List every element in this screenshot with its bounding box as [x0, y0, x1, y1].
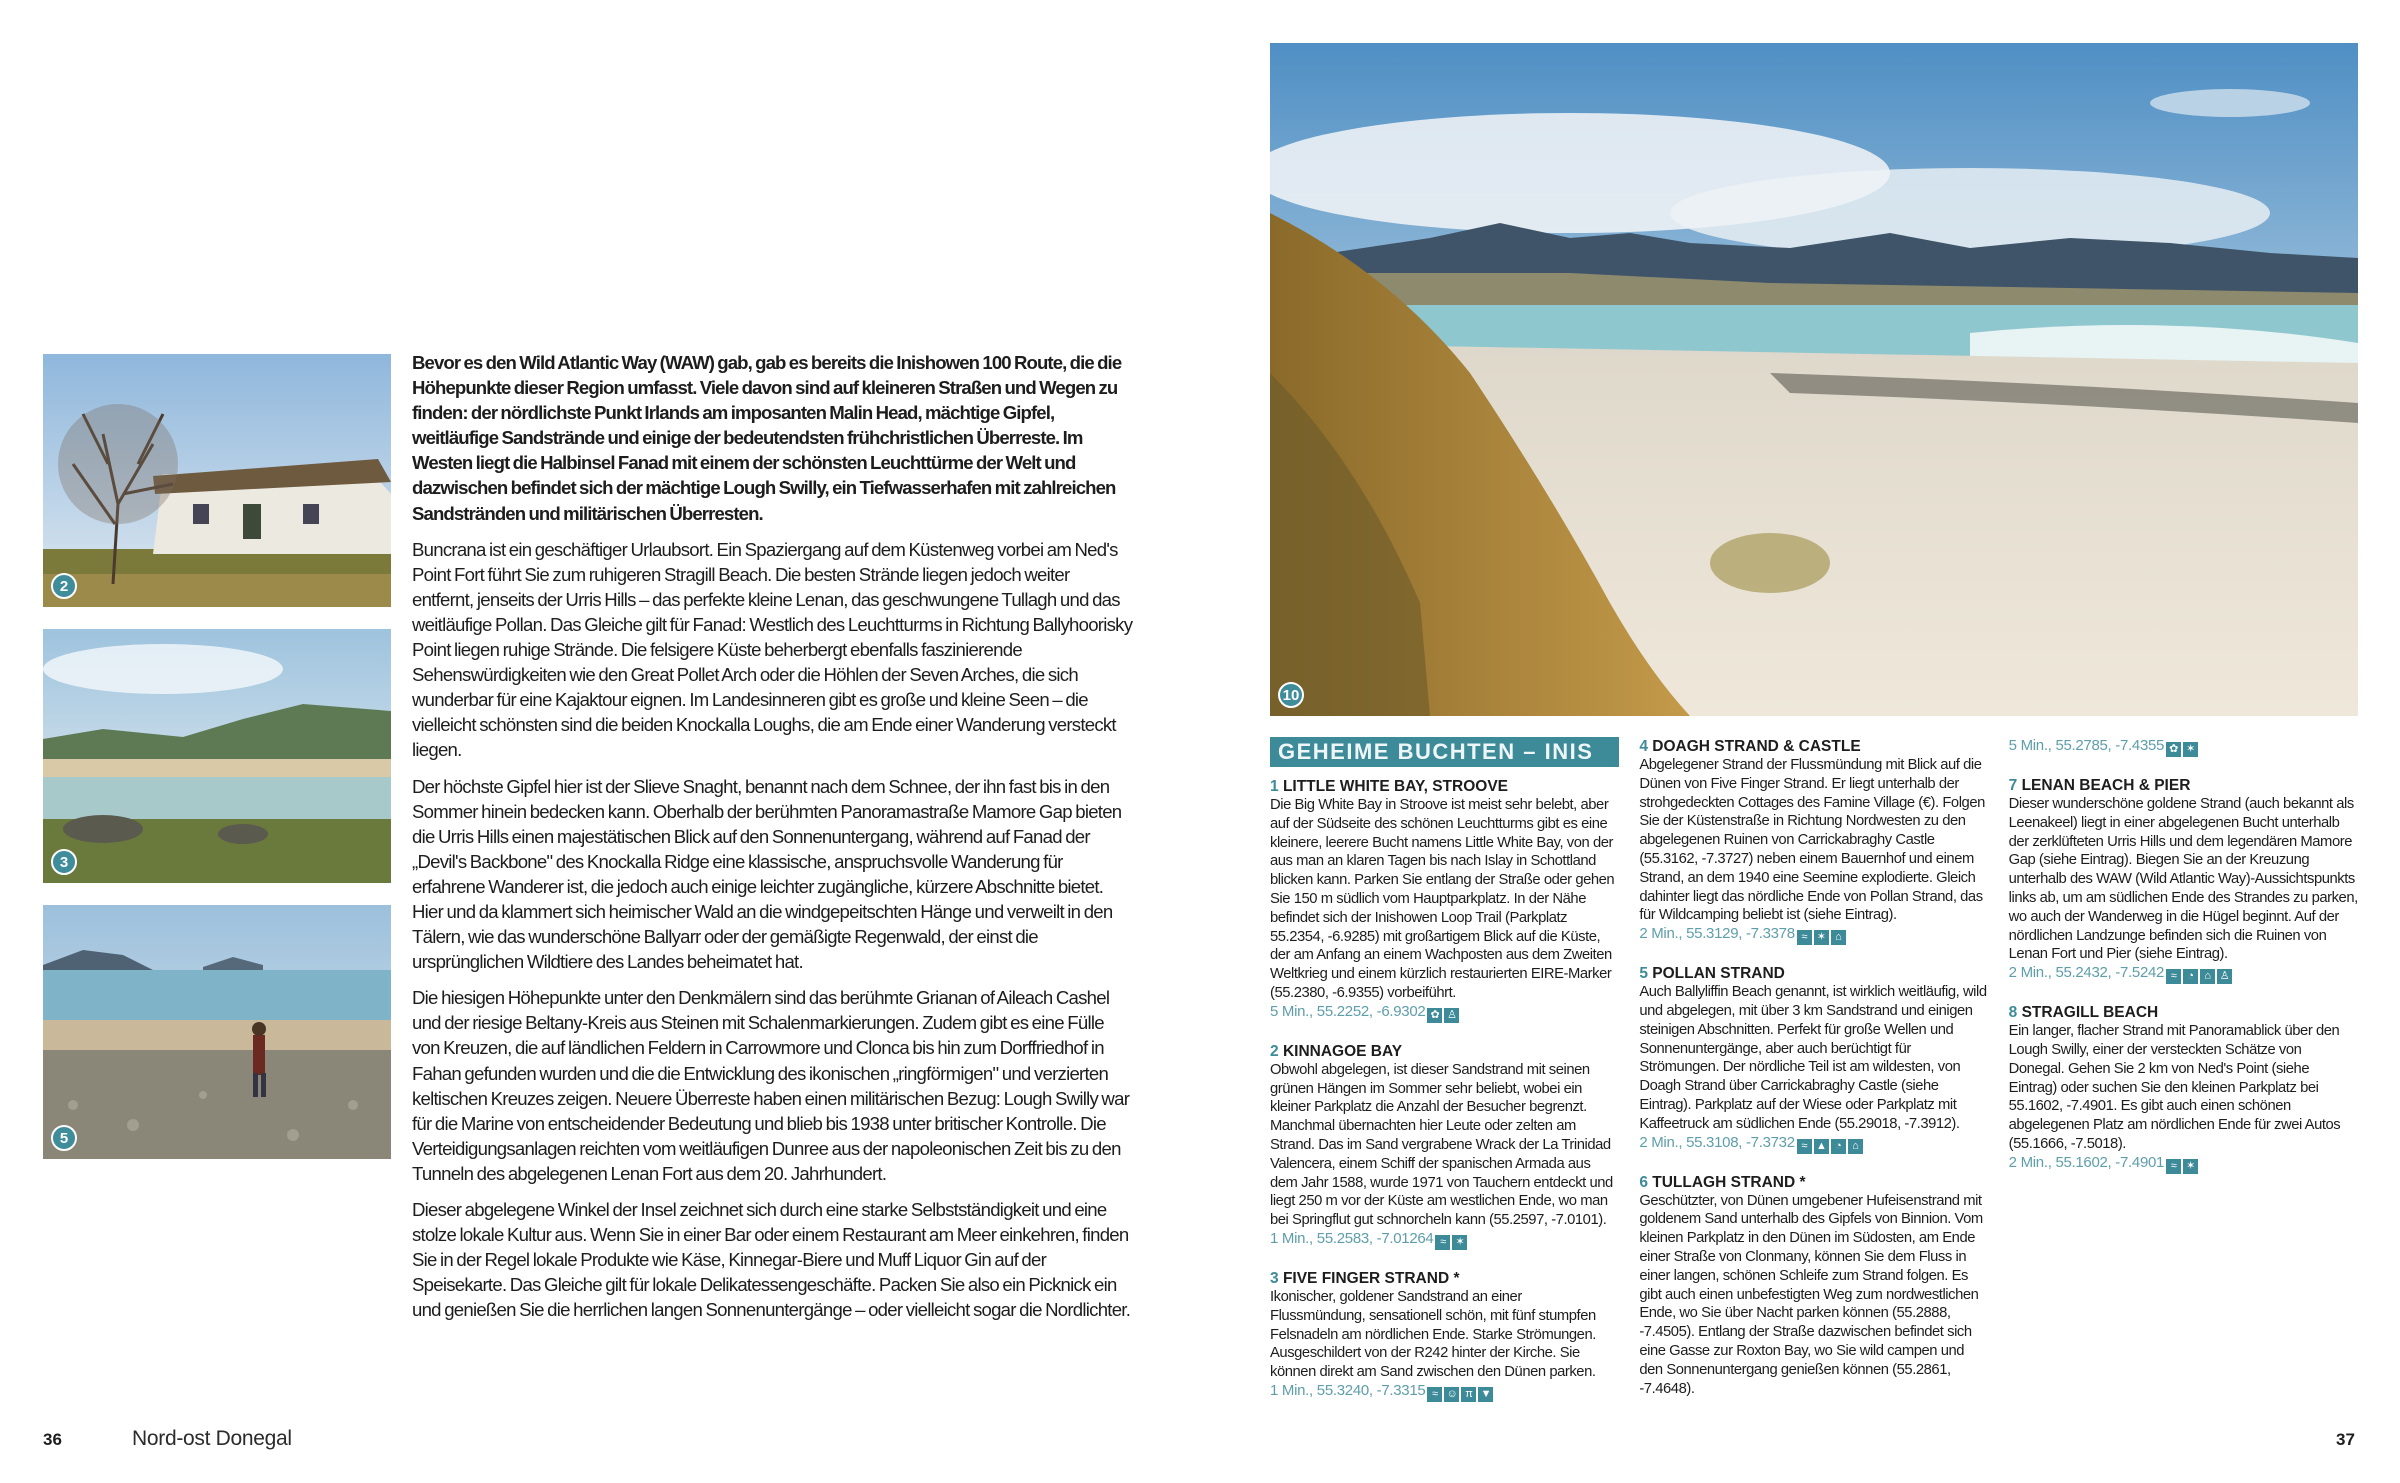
entry-coordinates: 1 Min., 55.3240, -7.3315 — [1270, 1381, 1426, 1399]
entry-meta — [2009, 964, 2358, 984]
entry-number: 2 — [1270, 1042, 1279, 1060]
entry-title — [1270, 777, 1619, 796]
entry-title — [1639, 1173, 1988, 1192]
listing-entry — [1270, 777, 1619, 1023]
entry-title-text: POLLAN STRAND — [1652, 965, 1785, 983]
swimming-icon: ≈ — [1427, 1387, 1442, 1402]
listing-entry — [2009, 776, 2358, 984]
intro-paragraph: Bevor es den Wild Atlantic Way (WAW) gab, gab es bereits die Inishowen 100 Route, die die Höhepunkte dieser Region umfasst. Viele davon sind auf kleineren Straßen und Wegen zu finden: der nördlichste Punkt Irlands am imposanten Malin Head, mächtige Gipfel, weitläufige Sandstrände und einige der bedeutendsten frühchristlichen Überreste. Im Westen liegt die Halbinsel Fanad mit einem der schönsten Leuchttürme der Welt und dazwischen befindet sich der mächtige Lough Swilly, ein Tiefwasserhafen mit zahlreichen Sandstränden und militärischen Überresten. — [412, 352, 1122, 524]
photo-badge: 5 — [51, 1125, 77, 1151]
listing-entry — [1639, 964, 1988, 1153]
entry-title — [2009, 776, 2358, 795]
entry-coordinates: 2 Min., 55.3129, -7.3378 — [1639, 925, 1795, 943]
entry-number: 5 — [1639, 965, 1648, 983]
photo-coast-hills — [43, 629, 391, 883]
entry-number: 3 — [1270, 1269, 1279, 1287]
picnic-icon: π — [1461, 1387, 1476, 1402]
entry-meta — [1270, 1003, 1619, 1023]
entry-coordinates: 5 Min., 55.2252, -6.9302 — [1270, 1002, 1426, 1020]
stars-icon: ✶ — [2183, 742, 2198, 757]
entry-meta — [2009, 737, 2358, 757]
listing-entry — [1639, 737, 1988, 945]
entry-title-text: KINNAGOE BAY — [1282, 1042, 1403, 1060]
left-page-body — [412, 350, 1134, 1333]
entry-title — [2009, 1003, 2358, 1022]
mountain-icon: ▲ — [1814, 1139, 1829, 1154]
body-paragraph: Die hiesigen Höhepunkte unter den Denkmälern sind das berühmte Grianan of Aileach Cashel und der riesige Beltany-Kreis aus Steinen mit Schalenmarkierungen. Zudem gibt es eine Fülle von Kreuzen, die auf ländlichen Feldern in Carrowmore und Clonca bis hin zum Dorffriedhof in Fahan gefunden wurden und die die Entwicklung des ikonischen „ringförmigen" und verzierten keltischen Kreuzes zeigen. Neuere Überreste haben einen militärischen Bezug: Lough Swilly war für die Marine von entscheidender Bedeutung und blieb bis 1938 unter britischer Kontrolle. Die Verteidigungsanlagen reichten vom weitläufigen Dunree aus der napoleonischen Zeit bis zu den Tunneln des abgelegenen Lenan Fort aus dem 20. Jahrhundert. — [412, 987, 1130, 1184]
entry-coordinates: 5 Min., 55.2785, -7.4355 — [2008, 737, 2165, 754]
entry-number: 8 — [2008, 1004, 2018, 1022]
entry-title-text: STRAGILL BEACH — [2021, 1004, 2159, 1022]
entry-coordinates: 2 Min., 55.3108, -7.3732 — [1639, 1133, 1795, 1151]
entry-meta — [2009, 1154, 2358, 1174]
entry-title-text: DOAGH STRAND & CASTLE — [1652, 738, 1861, 755]
surf-icon: ◔ — [2183, 969, 2198, 984]
entry-text: Geschützter, von Dünen umgebener Hufeisenstrand mit goldenem Sand unterhalb des Gipfels von Binnion. Vom kleinen Parkplatz in den Dünen im Südosten, am Ende einer Straße von Clonmany, können Sie dem Fluss in einer langen, schönen Schleife zum Strand folgen. Es gibt auch einen unbefestigten Weg zum nordwestlichen Ende, wo Sie über Nacht parken können (55.2888, -7.4505). Entlang der Straße dazwischen befindet sich eine Gasse zur Roxton Bay, wo Sie wild campen und den Sonnenuntergang genießen können (55.2861, -7.4648). — [1639, 1192, 1983, 1397]
entry-coordinates: 1 Min., 55.2583, -7.01264 — [1270, 1229, 1434, 1247]
stars-icon: ✶ — [2183, 1159, 2198, 1174]
entry-text: Obwohl abgelegen, ist dieser Sandstrand mit seinen grünen Hängen im Sommer sehr beliebt, wobei ein kleiner Parkplatz die Anzahl der Besucher begrenzt. Manchmal übernachten hier Leute oder zelten am Strand. Das im Sand vergrabene Wrack der La Trinidad Valencera, einem Schiff der spanischen Armada aus dem Jahr 1588, wurde 1971 von Tauchern entdeckt und liegt 250 m vor der Küste am westlichen Ende, wo man bei Springflut gut schnorcheln kann (55.2597, -7.0101). — [1270, 1061, 1613, 1229]
section-title: GEHEIME BUCHTEN – INIS — [1270, 737, 1619, 767]
swimming-icon: ≈ — [1797, 930, 1812, 945]
entry-meta — [1639, 925, 1988, 945]
listing-entry — [1270, 1269, 1619, 1402]
surf-icon: ◔ — [1831, 1139, 1846, 1154]
entry-text: Die Big White Bay in Stroove ist meist sehr belebt, aber auf der Südseite des schönen Leuchtturms gibt es eine kleinere, leerere Bucht namens Little White Bay, von der aus man an klaren Tagen bis nach Islay in Schottland blicken kann. Parken Sie entlang der Straße oder gehen Sie 150 m südlich vom Hauptparkplatz. In der Nähe befindet sich der Inishowen Loop Trail (Parkplatz 55.2354, -6.9285) mit großartigem Blick auf die Küste, der am Anfang an einem Wachposten aus dem Zweiten Weltkrieg und einem kürzlich restaurierten EIRE-Marker (55.2380, -6.9355) vorbeiführt. — [1270, 797, 1615, 1001]
photo-beach-dunes — [1270, 43, 2358, 716]
entry-title-text: LENAN BEACH & PIER — [2021, 777, 2191, 794]
entry-text: Ikonischer, goldener Sandstrand an einer Flussmündung, sensationell schön, mit fünf stumpfen Felsnadeln am nördlichen Ende. Starke Strömungen. Ausgeschildert von der R242 hinter der Kirche. Sie können direkt am Sand zwischen den Dünen parken. — [1270, 1288, 1596, 1381]
section-name: Nord-ost Donegal — [132, 1427, 292, 1450]
stars-icon: ✶ — [1814, 930, 1829, 945]
hiking-icon: ♙ — [2217, 969, 2232, 984]
shell-icon: ✿ — [2166, 742, 2181, 757]
entry-meta — [1270, 1382, 1619, 1402]
swimming-icon: ≈ — [2166, 1159, 2181, 1174]
secret-bays-listing — [1270, 737, 2358, 1407]
hiking-icon: ♙ — [1444, 1008, 1459, 1023]
entry-number: 4 — [1639, 738, 1648, 755]
camping-icon: ⌂ — [1831, 930, 1846, 945]
body-paragraph: Dieser abgelegene Winkel der Insel zeichnet sich durch eine starke Selbstständigkeit und eine stolze lokale Kultur aus. Wenn Sie in einer Bar oder einem Restaurant am Meer einkehren, finden Sie in der Regel lokale Produkte wie Käse, Kinnegar-Biere und Muff Liquor Gin auf der Speisekarte. Das Gleiche gilt für lokale Delikatessengeschäfte. Packen Sie also ein Picknick ein und genießen Sie die herrlichen langen Sonnenuntergänge – oder vielleicht sogar die Nordlichter. — [412, 1199, 1131, 1321]
swimming-icon: ≈ — [2166, 969, 2181, 984]
entry-coordinates: 2 Min., 55.2432, -7.5242 — [2008, 964, 2165, 982]
photo-pebble-beach — [43, 905, 391, 1159]
shell-icon: ✿ — [1427, 1008, 1442, 1023]
listing-entry — [1270, 1042, 1619, 1250]
entry-title — [1639, 737, 1988, 756]
entry-meta — [1270, 1230, 1619, 1250]
entry-coordinates: 2 Min., 55.1602, -7.4901 — [2008, 1153, 2165, 1171]
entry-text: Auch Ballyliffin Beach genannt, ist wirklich weitläufig, wild und abgelegen, mit über 3 km Sandstrand und einigen steinigen Abschnitten. Perfekt für große Wellen und Sonnenuntergänge, aber auch berüchtigt für Strömungen. Der nördliche Teil ist am wildesten, von Doagh Strand über Carrickabraghy Castle (siehe Eintrag). Parkplatz auf der Wiese oder Parkplatz mit Kaffeetruck am südlichen Ende (55.29018, -7.3912). — [1639, 984, 1987, 1132]
entry-number: 7 — [2008, 777, 2018, 794]
entry-text: Ein langer, flacher Strand mit Panoramablick über den Lough Swilly, einer der versteckten Schätze von Donegal. Gehen Sie 2 km von Ned's Point (siehe Eintrag) oder suchen Sie den kleinen Parkplatz bei 55.1602, -7.4901. Es gibt auch einen schönen abgelegenen Platz am nördlichen Ende für zwei Autos (55.1666, -7.5018). — [2008, 1023, 2341, 1152]
entry-number: 6 — [1639, 1173, 1648, 1191]
photo-cottage — [43, 354, 391, 607]
photo-badge: 3 — [51, 849, 77, 875]
family-icon: ☺ — [1444, 1387, 1459, 1402]
entry-title-text: TULLAGH STRAND * — [1652, 1173, 1806, 1191]
page-number-left: 36 — [43, 1430, 62, 1449]
listing-entry — [2009, 1003, 2358, 1174]
entry-title-text: LITTLE WHITE BAY, STROOVE — [1282, 778, 1508, 795]
entry-number: 1 — [1270, 778, 1279, 795]
swimming-icon: ≈ — [1797, 1139, 1812, 1154]
entry-title — [1639, 964, 1988, 983]
entry-title — [1270, 1042, 1619, 1061]
camping-icon: ⌂ — [2200, 969, 2215, 984]
body-paragraph: Der höchste Gipfel hier ist der Slieve Snaght, benannt nach dem Schnee, der ihn fast bis in den Sommer hinein bedecken kann. Oberhalb der berühmten Panoramastraße Mamore Gap bieten die Urris Hills einen majestätischen Blick auf den Sonnenuntergang, während auf Fanad der „Devil's Backbone" des Knockalla Ridge eine klassische, anspruchsvolle Wanderung für erfahrene Wanderer ist, die jedoch auch einige leichter zugängliche, kürzere Abschnitte bietet. Hier und da klammert sich heimischer Wald an die windgepeitschten Hänge und verweilt in den Tälern, wie das wunderschöne Ballyarr oder der gemäßigte Regenwald, der einst die ursprünglichen Wildtiere des Landes beheimatet hat. — [412, 775, 1122, 973]
entry-title-text: FIVE FINGER STRAND * — [1282, 1269, 1460, 1287]
page-number-right: 37 — [2336, 1430, 2355, 1449]
shop-icon: ▼ — [1478, 1387, 1493, 1402]
stars-icon: ✶ — [1452, 1235, 1467, 1250]
camping-icon: ⌂ — [1848, 1139, 1863, 1154]
entry-text: Abgelegener Strand der Flussmündung mit Blick auf die Dünen von Five Finger Strand. Er liegt unterhalb der strohgedeckten Cottages des Famine Village (€). Folgen Sie der Küstenstraße in Richtung Nordwesten zu den abgelegenen Ruinen von Carrickabraghy Castle (55.3162, -7.3727) neben einem Bauernhof und einem Strand, an dem 1940 eine Seemine explodierte. Gleich dahinter liegt das nördliche Ende von Pollan Strand, das für Wildcamping beliebt ist (siehe Eintrag). — [1639, 757, 1985, 924]
entry-title — [1270, 1269, 1619, 1288]
entry-text: Dieser wunderschöne goldene Strand (auch bekannt als Leenakeel) liegt in einer abgelegenen Bucht unterhalb der zerklüfteten Urris Hills und dem legendären Mamore Gap (siehe Eintrag). Biegen Sie an der Kreuzung unterhalb des WAW (Wild Atlantic Way)-Aussichtspunkts links ab, um am südlichen Ende des Strandes zu parken, wo auch der Wanderweg in die Hügel beginnt. Auf der nördlichen Landzunge befinden sich die Ruinen von Lenan Fort und Pier (siehe Eintrag). — [2008, 796, 2358, 963]
photo-badge: 10 — [1278, 682, 1304, 708]
body-paragraph: Buncrana ist ein geschäftiger Urlaubsort. Ein Spaziergang auf dem Küstenweg vorbei am Ned's Point Fort führt Sie zum ruhigeren Stragill Beach. Die besten Strände liegen jedoch weiter entfernt, jenseits der Urris Hills – das perfekte kleine Lenan, das geschwungene Tullagh und das weitläufige Pollan. Das Gleiche gilt für Fanad: Westlich des Leuchtturms in Richtung Ballyhoorisky Point liegen ruhige Strände. Die felsigere Küste beherbergt ebenfalls faszinierende Sehenswürdigkeiten wie den Great Pollet Arch oder die Höhlen der Seven Arches, die sich wunderbar für eine Kajaktour eignen. Im Landesinneren gibt es große und kleine Seen – die vielleicht schönsten sind die beiden Knockalla Loughs, die am Ende einer Wanderung versteckt liegen. — [412, 538, 1133, 761]
swimming-icon: ≈ — [1435, 1235, 1450, 1250]
photo-badge: 2 — [51, 573, 77, 599]
entry-meta — [1639, 1134, 1988, 1154]
